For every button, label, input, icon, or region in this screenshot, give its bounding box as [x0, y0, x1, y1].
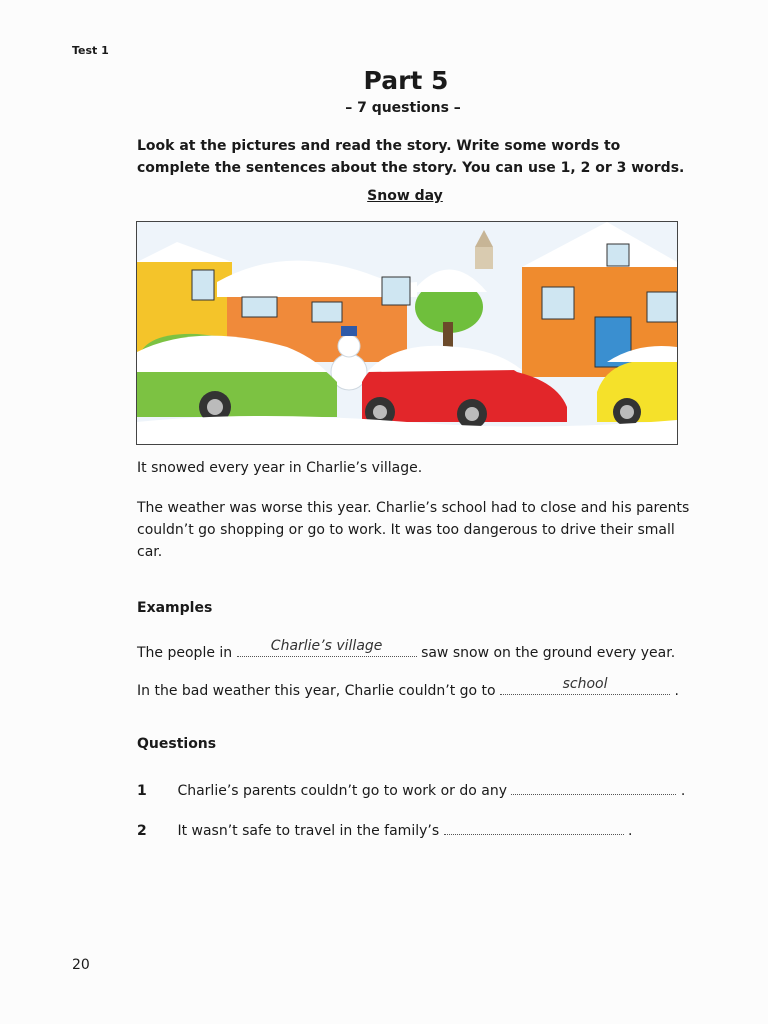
- example-1: [137, 640, 675, 661]
- question-2-answer-blank[interactable]: [444, 818, 624, 835]
- story-paragraph-1: It snowed every year in Charlie’s village.: [137, 460, 423, 476]
- snow-scene-image: [137, 222, 677, 444]
- part-subtitle: – 7 questions –: [345, 100, 461, 116]
- example-2-answer-blank: [500, 678, 670, 695]
- example-2: [137, 678, 679, 699]
- story-title: Snow day: [367, 188, 443, 204]
- test-label: Test 1: [72, 44, 109, 57]
- question-2-after: .: [628, 823, 633, 839]
- question-2: [137, 818, 633, 839]
- question-1: [137, 778, 685, 799]
- snow-day-illustration: [136, 221, 678, 445]
- story-paragraph-2: The weather was worse this year. Charlie’s school had to close and his parents couldn’t go shopping or go to work. It was too dangerous to drive their small car.: [137, 500, 690, 560]
- example-1-answer: Charlie’s village: [270, 638, 383, 654]
- examples-heading: Examples: [137, 600, 213, 616]
- question-1-number: 1: [137, 783, 147, 799]
- question-1-after: .: [680, 783, 686, 799]
- instructions: Look at the pictures and read the story. Write some words to complete the sentences about the story. You can use 1, 2 or 3 words.: [137, 138, 685, 176]
- questions-heading: Questions: [137, 736, 217, 752]
- question-2-number: 2: [137, 823, 147, 839]
- example-2-after: .: [674, 683, 679, 699]
- example-2-before: In the bad weather this year, Charlie couldn’t go to: [137, 683, 496, 699]
- part-title: Part 5: [363, 66, 449, 95]
- page-number: 20: [72, 957, 90, 973]
- example-1-after: saw snow on the ground every year.: [421, 645, 676, 661]
- question-2-text: It wasn’t safe to travel in the family’s: [177, 823, 440, 839]
- example-2-answer: school: [562, 676, 608, 692]
- example-1-answer-blank: [237, 640, 417, 657]
- question-1-answer-blank[interactable]: [511, 778, 676, 795]
- question-1-text: Charlie’s parents couldn’t go to work or do any: [177, 783, 507, 799]
- example-1-before: The people in: [137, 645, 233, 661]
